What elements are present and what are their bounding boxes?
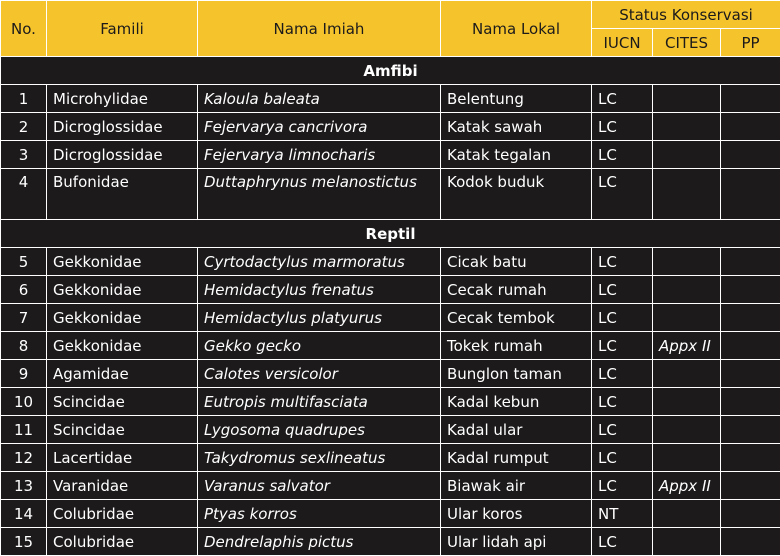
section-row [1, 57, 780, 85]
cell-famili: Bufonidae [47, 169, 198, 220]
section-title: Reptil [1, 220, 780, 248]
cell-iucn: LC [592, 276, 653, 304]
cell-cites [653, 141, 721, 169]
cell-no: 1 [1, 85, 47, 113]
cell-no: 4 [1, 169, 47, 220]
cell-pp [721, 141, 780, 169]
cell-cites [653, 304, 721, 332]
cell-cites [653, 500, 721, 528]
table-row [1, 332, 780, 360]
cell-no: 8 [1, 332, 47, 360]
cell-nama-lokal: Cecak tembok [441, 304, 592, 332]
cell-nama-lokal: Cicak batu [441, 248, 592, 276]
cell-nama-lokal: Katak tegalan [441, 141, 592, 169]
cell-iucn: LC [592, 472, 653, 500]
cell-nama-lokal: Kadal kebun [441, 388, 592, 416]
table-row [1, 141, 780, 169]
cell-cites [653, 169, 721, 220]
cell-nama-lokal: Ular lidah api [441, 528, 592, 556]
cell-cites [653, 528, 721, 556]
cell-nama-lokal: Kadal rumput [441, 444, 592, 472]
cell-famili: Gekkonidae [47, 332, 198, 360]
cell-famili: Scincidae [47, 416, 198, 444]
cell-famili: Gekkonidae [47, 248, 198, 276]
table-body [1, 57, 780, 556]
cell-pp [721, 528, 780, 556]
col-header-nama-lokal: Nama Lokal [441, 1, 592, 57]
cell-pp [721, 388, 780, 416]
cell-pp [721, 85, 780, 113]
table-row [1, 360, 780, 388]
cell-iucn: LC [592, 304, 653, 332]
cell-pp [721, 416, 780, 444]
cell-iucn: LC [592, 169, 653, 220]
cell-nama-lokal: Biawak air [441, 472, 592, 500]
cell-iucn: NT [592, 500, 653, 528]
cell-no: 2 [1, 113, 47, 141]
table-row [1, 388, 780, 416]
cell-famili: Agamidae [47, 360, 198, 388]
cell-cites: Appx II [653, 332, 721, 360]
cell-nama-ilmiah: Hemidactylus platyurus [198, 304, 441, 332]
cell-nama-lokal: Ular koros [441, 500, 592, 528]
cell-cites [653, 85, 721, 113]
cell-no: 6 [1, 276, 47, 304]
cell-nama-ilmiah: Takydromus sexlineatus [198, 444, 441, 472]
cell-no: 14 [1, 500, 47, 528]
cell-pp [721, 500, 780, 528]
cell-pp [721, 444, 780, 472]
cell-no: 5 [1, 248, 47, 276]
cell-nama-ilmiah: Fejervarya cancrivora [198, 113, 441, 141]
cell-nama-ilmiah: Varanus salvator [198, 472, 441, 500]
cell-no: 13 [1, 472, 47, 500]
section-row [1, 220, 780, 248]
cell-famili: Varanidae [47, 472, 198, 500]
cell-cites [653, 388, 721, 416]
cell-iucn: LC [592, 85, 653, 113]
cell-cites [653, 248, 721, 276]
table-row [1, 500, 780, 528]
cell-pp [721, 113, 780, 141]
cell-nama-ilmiah: Gekko gecko [198, 332, 441, 360]
table-row [1, 85, 780, 113]
cell-nama-ilmiah: Ptyas korros [198, 500, 441, 528]
cell-famili: Dicroglossidae [47, 141, 198, 169]
cell-famili: Dicroglossidae [47, 113, 198, 141]
cell-famili: Gekkonidae [47, 276, 198, 304]
cell-nama-lokal: Tokek rumah [441, 332, 592, 360]
cell-pp [721, 276, 780, 304]
cell-nama-ilmiah: Eutropis multifasciata [198, 388, 441, 416]
table-row [1, 113, 780, 141]
cell-no: 3 [1, 141, 47, 169]
table-row [1, 444, 780, 472]
cell-nama-ilmiah: Lygosoma quadrupes [198, 416, 441, 444]
cell-nama-ilmiah: Hemidactylus frenatus [198, 276, 441, 304]
section-title: Amfibi [1, 57, 780, 85]
cell-iucn: LC [592, 248, 653, 276]
cell-iucn: LC [592, 388, 653, 416]
cell-cites [653, 113, 721, 141]
cell-pp [721, 169, 780, 220]
cell-pp [721, 360, 780, 388]
cell-pp [721, 472, 780, 500]
table-row [1, 472, 780, 500]
cell-pp [721, 304, 780, 332]
cell-no: 7 [1, 304, 47, 332]
col-header-no: No. [1, 1, 47, 57]
cell-iucn: LC [592, 141, 653, 169]
cell-famili: Gekkonidae [47, 304, 198, 332]
col-header-status-konservasi: Status Konservasi [592, 1, 780, 29]
cell-pp [721, 248, 780, 276]
table-row [1, 276, 780, 304]
cell-nama-lokal: Cecak rumah [441, 276, 592, 304]
cell-iucn: LC [592, 416, 653, 444]
cell-no: 12 [1, 444, 47, 472]
cell-no: 10 [1, 388, 47, 416]
cell-iucn: LC [592, 113, 653, 141]
col-header-famili: Famili [47, 1, 198, 57]
cell-nama-ilmiah: Dendrelaphis pictus [198, 528, 441, 556]
cell-nama-lokal: Kodok buduk [441, 169, 592, 220]
cell-iucn: LC [592, 444, 653, 472]
table-header [1, 1, 780, 57]
cell-nama-ilmiah: Duttaphrynus melanostictus [198, 169, 441, 220]
col-header-nama-ilmiah: Nama Imiah [198, 1, 441, 57]
cell-nama-ilmiah: Calotes versicolor [198, 360, 441, 388]
cell-nama-lokal: Katak sawah [441, 113, 592, 141]
cell-nama-lokal: Belentung [441, 85, 592, 113]
cell-no: 9 [1, 360, 47, 388]
cell-nama-lokal: Bunglon taman [441, 360, 592, 388]
cell-cites: Appx II [653, 472, 721, 500]
cell-nama-ilmiah: Kaloula baleata [198, 85, 441, 113]
cell-iucn: LC [592, 528, 653, 556]
cell-nama-ilmiah: Cyrtodactylus marmoratus [198, 248, 441, 276]
cell-famili: Lacertidae [47, 444, 198, 472]
cell-cites [653, 360, 721, 388]
table-row [1, 416, 780, 444]
cell-iucn: LC [592, 360, 653, 388]
cell-cites [653, 276, 721, 304]
col-header-pp: PP [721, 29, 780, 57]
table-row [1, 528, 780, 556]
col-header-iucn: IUCN [592, 29, 653, 57]
cell-cites [653, 444, 721, 472]
cell-famili: Scincidae [47, 388, 198, 416]
cell-nama-lokal: Kadal ular [441, 416, 592, 444]
cell-no: 15 [1, 528, 47, 556]
cell-cites [653, 416, 721, 444]
table-row [1, 304, 780, 332]
col-header-cites: CITES [653, 29, 721, 57]
table-row [1, 169, 780, 220]
cell-iucn: LC [592, 332, 653, 360]
cell-famili: Microhylidae [47, 85, 198, 113]
table-row [1, 248, 780, 276]
cell-no: 11 [1, 416, 47, 444]
cell-famili: Colubridae [47, 528, 198, 556]
cell-pp [721, 332, 780, 360]
cell-nama-ilmiah: Fejervarya limnocharis [198, 141, 441, 169]
cell-famili: Colubridae [47, 500, 198, 528]
